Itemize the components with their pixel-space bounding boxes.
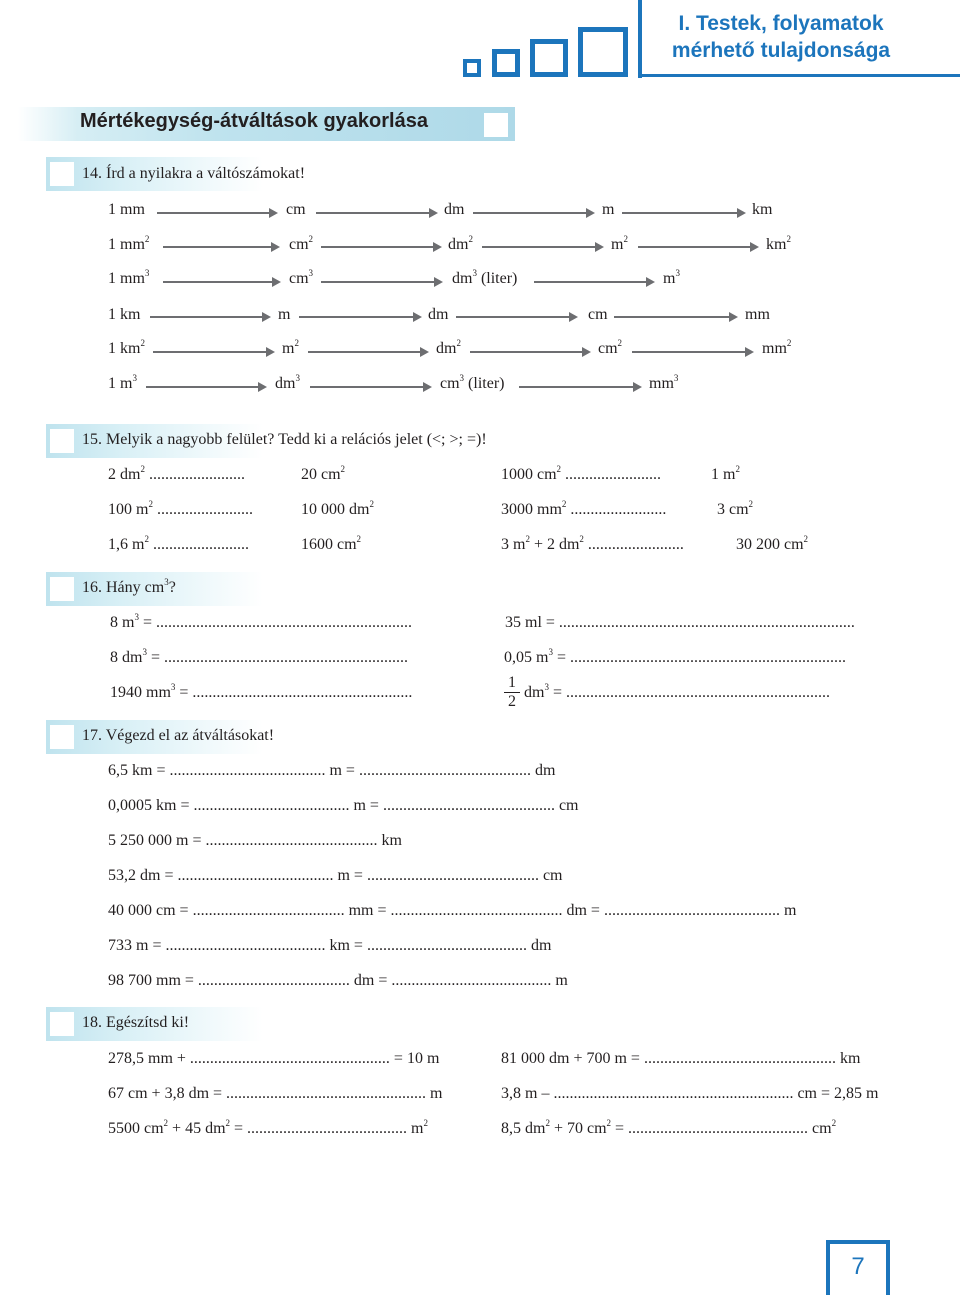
- t17-r6: 733 m = ........................................ km = ........................................ dm: [108, 937, 552, 954]
- arrow[interactable]: [614, 316, 731, 318]
- t16-l1: 8 $m^3$ = ................................................................: [110, 612, 412, 631]
- t14-r6-c4: $mm^3$: [649, 373, 679, 392]
- t14-r3-c2: $cm^3$: [289, 268, 314, 287]
- arrow[interactable]: [310, 386, 425, 388]
- t16-r2: 0,05 $m^3$ = .....................................................................: [504, 647, 846, 666]
- t15-r1-d: 1 $m^2$: [711, 464, 740, 483]
- t14-r1-c5: km: [752, 201, 773, 218]
- chapter-title-line2: mérhető tulajdonsága: [671, 39, 891, 62]
- t14-r4-c5: mm: [745, 306, 770, 323]
- t18-r2: 3,8 m – ............................................................ cm = 2,85 m: [501, 1085, 879, 1102]
- t14-r5-c2: $m^2$: [282, 338, 299, 357]
- fraction-denominator: 2: [508, 693, 516, 710]
- decor-square-1: [463, 59, 481, 77]
- t14-r4-c4: cm: [588, 306, 608, 323]
- t15-r1-b: 20 $cm^2$: [301, 464, 346, 483]
- t17-r2: 0,0005 km = ....................................... m = ........................................... cm: [108, 797, 579, 814]
- t17-r3: 5 250 000 m = ........................................... km: [108, 832, 402, 849]
- header-divider: [638, 0, 642, 78]
- arrow[interactable]: [299, 316, 415, 318]
- t14-r5-c5: $mm^2$: [762, 338, 792, 357]
- arrow[interactable]: [456, 316, 571, 318]
- t14-r4-c1: 1 km: [108, 306, 141, 323]
- t16-r1: 35 ml = ..........................................................................: [505, 614, 855, 631]
- t15-r3-b: 1600 $cm^2$: [301, 534, 362, 553]
- task15-square: [50, 429, 74, 453]
- chapter-title: [656, 10, 906, 64]
- arrow[interactable]: [163, 281, 274, 283]
- header-underline: [638, 74, 960, 77]
- section-title: Mértékegység-átváltások gyakorlása: [80, 110, 428, 132]
- t16-fraction: [504, 674, 520, 711]
- t15-r2-b: 10 000 $dm^2$: [301, 499, 374, 518]
- t15-r2-c: 3000 $mm^2$ ........................: [501, 499, 667, 518]
- t18-r3: 8,5 $dm^2 + 70$ $cm^2$ = ............................................. $cm^2$: [501, 1118, 837, 1137]
- arrow[interactable]: [146, 386, 260, 388]
- t16-l2: 8 $dm^3$ = .............................................................: [110, 647, 408, 666]
- t14-r1-c2: cm: [286, 201, 306, 218]
- t14-r4-c3: dm: [428, 306, 449, 323]
- task14-square: [50, 162, 74, 186]
- section-banner-square: [484, 113, 508, 137]
- decor-square-3: [530, 39, 568, 77]
- t14-r2-c4: $m^2$: [611, 234, 628, 253]
- t14-r4-c2: m: [278, 306, 291, 323]
- task15-title: 15. Melyik a nagyobb felület? Tedd ki a relációs jelet (<; >; =)!: [82, 431, 487, 448]
- t14-r3-c1: 1 $mm^3$: [108, 268, 150, 287]
- t14-r1-c1: 1 mm: [108, 201, 145, 218]
- arrow[interactable]: [473, 212, 588, 214]
- t14-r1-c4: m: [602, 201, 615, 218]
- arrow[interactable]: [622, 212, 739, 214]
- t15-r3-c: 3 $m^2 + 2$ $dm^2$ ........................: [501, 534, 684, 553]
- t15-r1-c: 1000 $cm^2$ ........................: [501, 464, 662, 483]
- t18-l3: 5500 $cm^2 + 45$ $dm^2$ = ........................................ $m^2$: [108, 1118, 428, 1137]
- t16-r3: $dm^3$ = ..................................................................: [524, 682, 830, 701]
- task14-title: 14. Írd a nyilakra a váltószámokat!: [82, 165, 306, 182]
- t14-r5-c3: $dm^2$: [436, 338, 461, 357]
- arrow[interactable]: [632, 351, 747, 353]
- arrow[interactable]: [321, 281, 436, 283]
- arrow[interactable]: [153, 351, 268, 353]
- task17-title: 17. Végezd el az átváltásokat!: [82, 727, 275, 744]
- t16-l3: 1940 $mm^3$ = .......................................................: [110, 682, 413, 701]
- t14-r3-c3: $dm^3$ (liter): [452, 268, 518, 287]
- arrow[interactable]: [157, 212, 271, 214]
- task16-title: 16. Hány $cm^3$?: [82, 577, 176, 596]
- t14-r6-c2: $dm^3$: [275, 373, 300, 392]
- arrow[interactable]: [308, 351, 422, 353]
- t17-r4: 53,2 dm = ....................................... m = ........................................... cm: [108, 867, 563, 884]
- task16-square: [50, 577, 74, 601]
- t18-l2: 67 cm + 3,8 dm = .................................................. m: [108, 1085, 443, 1102]
- page-number: 7: [826, 1240, 890, 1295]
- t15-r2-a: 100 $m^2$ ........................: [108, 499, 253, 518]
- arrow[interactable]: [534, 281, 648, 283]
- task18-square: [50, 1012, 74, 1036]
- task18-title: 18. Egészítsd ki!: [82, 1014, 190, 1031]
- t18-l1: 278,5 mm + .................................................. = 10 m: [108, 1050, 440, 1067]
- t14-r6-c3: $cm^3$ (liter): [440, 373, 505, 392]
- t14-r2-c1: 1 $mm^2$: [108, 234, 150, 253]
- arrow[interactable]: [321, 246, 435, 248]
- t15-r1-a: 2 $dm^2$ ........................: [108, 464, 245, 483]
- arrow[interactable]: [470, 351, 584, 353]
- arrow[interactable]: [316, 212, 431, 214]
- arrow[interactable]: [482, 246, 597, 248]
- decor-square-4: [578, 27, 628, 77]
- t14-r2-c3: $dm^2$: [448, 234, 473, 253]
- t17-r5: 40 000 cm = ...................................... mm = ........................................... dm = ............................................ m: [108, 902, 797, 919]
- t14-r5-c1: 1 $km^2$: [108, 338, 145, 357]
- chapter-title-line1: I. Testek, folyamatok: [678, 12, 884, 35]
- t17-r1: 6,5 km = ....................................... m = ........................................... dm: [108, 762, 556, 779]
- t17-r7: 98 700 mm = ...................................... dm = ........................................ m: [108, 972, 568, 989]
- t14-r3-c4: $m^3$: [663, 268, 680, 287]
- t14-r1-c3: dm: [444, 201, 465, 218]
- t18-r1: 81 000 dm + 700 m = ................................................ km: [501, 1050, 861, 1067]
- t14-r2-c5: $km^2$: [766, 234, 791, 253]
- arrow[interactable]: [150, 316, 264, 318]
- t15-r3-d: 30 200 $cm^2$: [736, 534, 809, 553]
- arrow[interactable]: [638, 246, 752, 248]
- arrow[interactable]: [163, 246, 273, 248]
- t14-r6-c1: 1 $m^3$: [108, 373, 137, 392]
- fraction-numerator: 1: [504, 674, 520, 693]
- t15-r2-d: 3 $cm^2$: [717, 499, 754, 518]
- t15-r3-a: 1,6 $m^2$ ........................: [108, 534, 249, 553]
- decor-square-2: [492, 49, 520, 77]
- task17-square: [50, 725, 74, 749]
- arrow[interactable]: [519, 386, 635, 388]
- t14-r5-c4: $cm^2$: [598, 338, 623, 357]
- t14-r2-c2: $cm^2$: [289, 234, 314, 253]
